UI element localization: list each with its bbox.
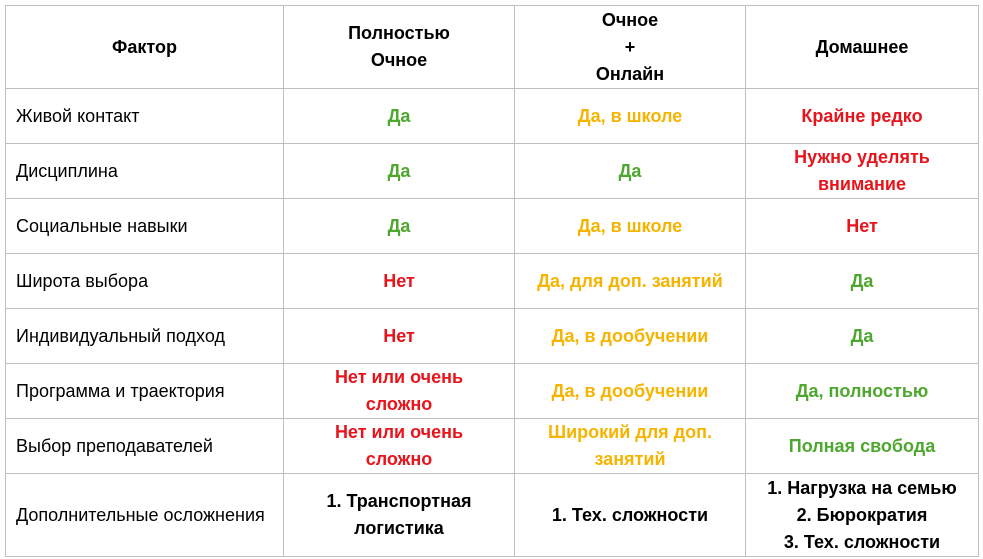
value-cell — [284, 199, 515, 254]
value-line: Нужно уделять — [794, 147, 930, 167]
value-cell — [746, 364, 979, 419]
value-cell — [746, 419, 979, 474]
value-line: Крайне редко — [801, 105, 923, 126]
value-line: Нет — [383, 270, 415, 291]
value-cell — [746, 199, 979, 254]
value-line: 1. Нагрузка на семью — [767, 477, 957, 498]
value-line: 1. Транспортная — [326, 491, 472, 511]
table-row — [6, 474, 979, 557]
header-full-offline: Полностью Очное — [284, 6, 515, 89]
factor-cell: Социальные навыки — [6, 199, 284, 254]
factor-cell: Индивидуальный подход — [6, 309, 284, 364]
value-cell — [284, 254, 515, 309]
header-offline-online: Очное + Онлайн — [515, 6, 746, 89]
factor-cell: Программа и траектория — [6, 364, 284, 419]
value-line: занятий — [594, 449, 666, 469]
table-row — [6, 364, 979, 419]
value-cell — [515, 309, 746, 364]
value-cell — [746, 144, 979, 199]
value-line: внимание — [817, 174, 907, 194]
value-cell — [284, 89, 515, 144]
value-line: сложно — [365, 394, 433, 414]
value-line: сложно — [365, 449, 433, 469]
header-row — [6, 6, 979, 89]
header-factor: Фактор — [6, 6, 284, 89]
value-line: Нет или очень — [334, 367, 464, 387]
value-line: Да, для доп. занятий — [537, 270, 723, 291]
value-cell — [284, 474, 515, 557]
value-line: 2. Бюрократия — [796, 504, 928, 525]
value-cell — [746, 89, 979, 144]
value-cell — [515, 254, 746, 309]
value-cell — [746, 309, 979, 364]
table-row — [6, 254, 979, 309]
value-line: Да — [618, 160, 642, 181]
value-line: 3. Тех. сложности — [783, 531, 941, 552]
value-line: Да — [387, 160, 411, 181]
value-cell — [746, 474, 979, 557]
factor-cell: Дополнительные осложнения — [6, 474, 284, 557]
factor-cell: Живой контакт — [6, 89, 284, 144]
value-cell — [746, 254, 979, 309]
value-cell — [284, 309, 515, 364]
value-cell — [284, 144, 515, 199]
value-line: Нет или очень — [334, 422, 464, 442]
factor-cell: Широта выбора — [6, 254, 284, 309]
table-row — [6, 309, 979, 364]
value-cell — [515, 419, 746, 474]
value-cell — [284, 419, 515, 474]
value-cell — [515, 364, 746, 419]
value-line: Да, в школе — [577, 215, 683, 236]
table-row — [6, 419, 979, 474]
value-line: Широкий для доп. — [548, 422, 712, 442]
value-line: Да — [387, 215, 411, 236]
table-row — [6, 144, 979, 199]
value-line: Нет — [846, 215, 878, 236]
value-line: Да — [850, 270, 874, 291]
value-line: Нет — [383, 325, 415, 346]
value-cell — [515, 89, 746, 144]
comparison-table — [5, 5, 979, 557]
value-line: логистика — [354, 518, 444, 538]
table-row — [6, 89, 979, 144]
value-line: Да, полностью — [795, 380, 929, 401]
value-line: Да, в школе — [577, 105, 683, 126]
value-cell — [515, 144, 746, 199]
value-line: Да, в дообучении — [551, 380, 709, 401]
value-cell — [284, 364, 515, 419]
value-line: Да — [387, 105, 411, 126]
factor-cell: Выбор преподавателей — [6, 419, 284, 474]
table-row — [6, 199, 979, 254]
header-home: Домашнее — [746, 6, 979, 89]
value-cell — [515, 199, 746, 254]
value-line: Да, в дообучении — [551, 325, 709, 346]
value-line: Да — [850, 325, 874, 346]
value-cell — [515, 474, 746, 557]
value-line: Полная свобода — [788, 435, 936, 456]
value-line: 1. Тех. сложности — [551, 504, 709, 525]
factor-cell: Дисциплина — [6, 144, 284, 199]
